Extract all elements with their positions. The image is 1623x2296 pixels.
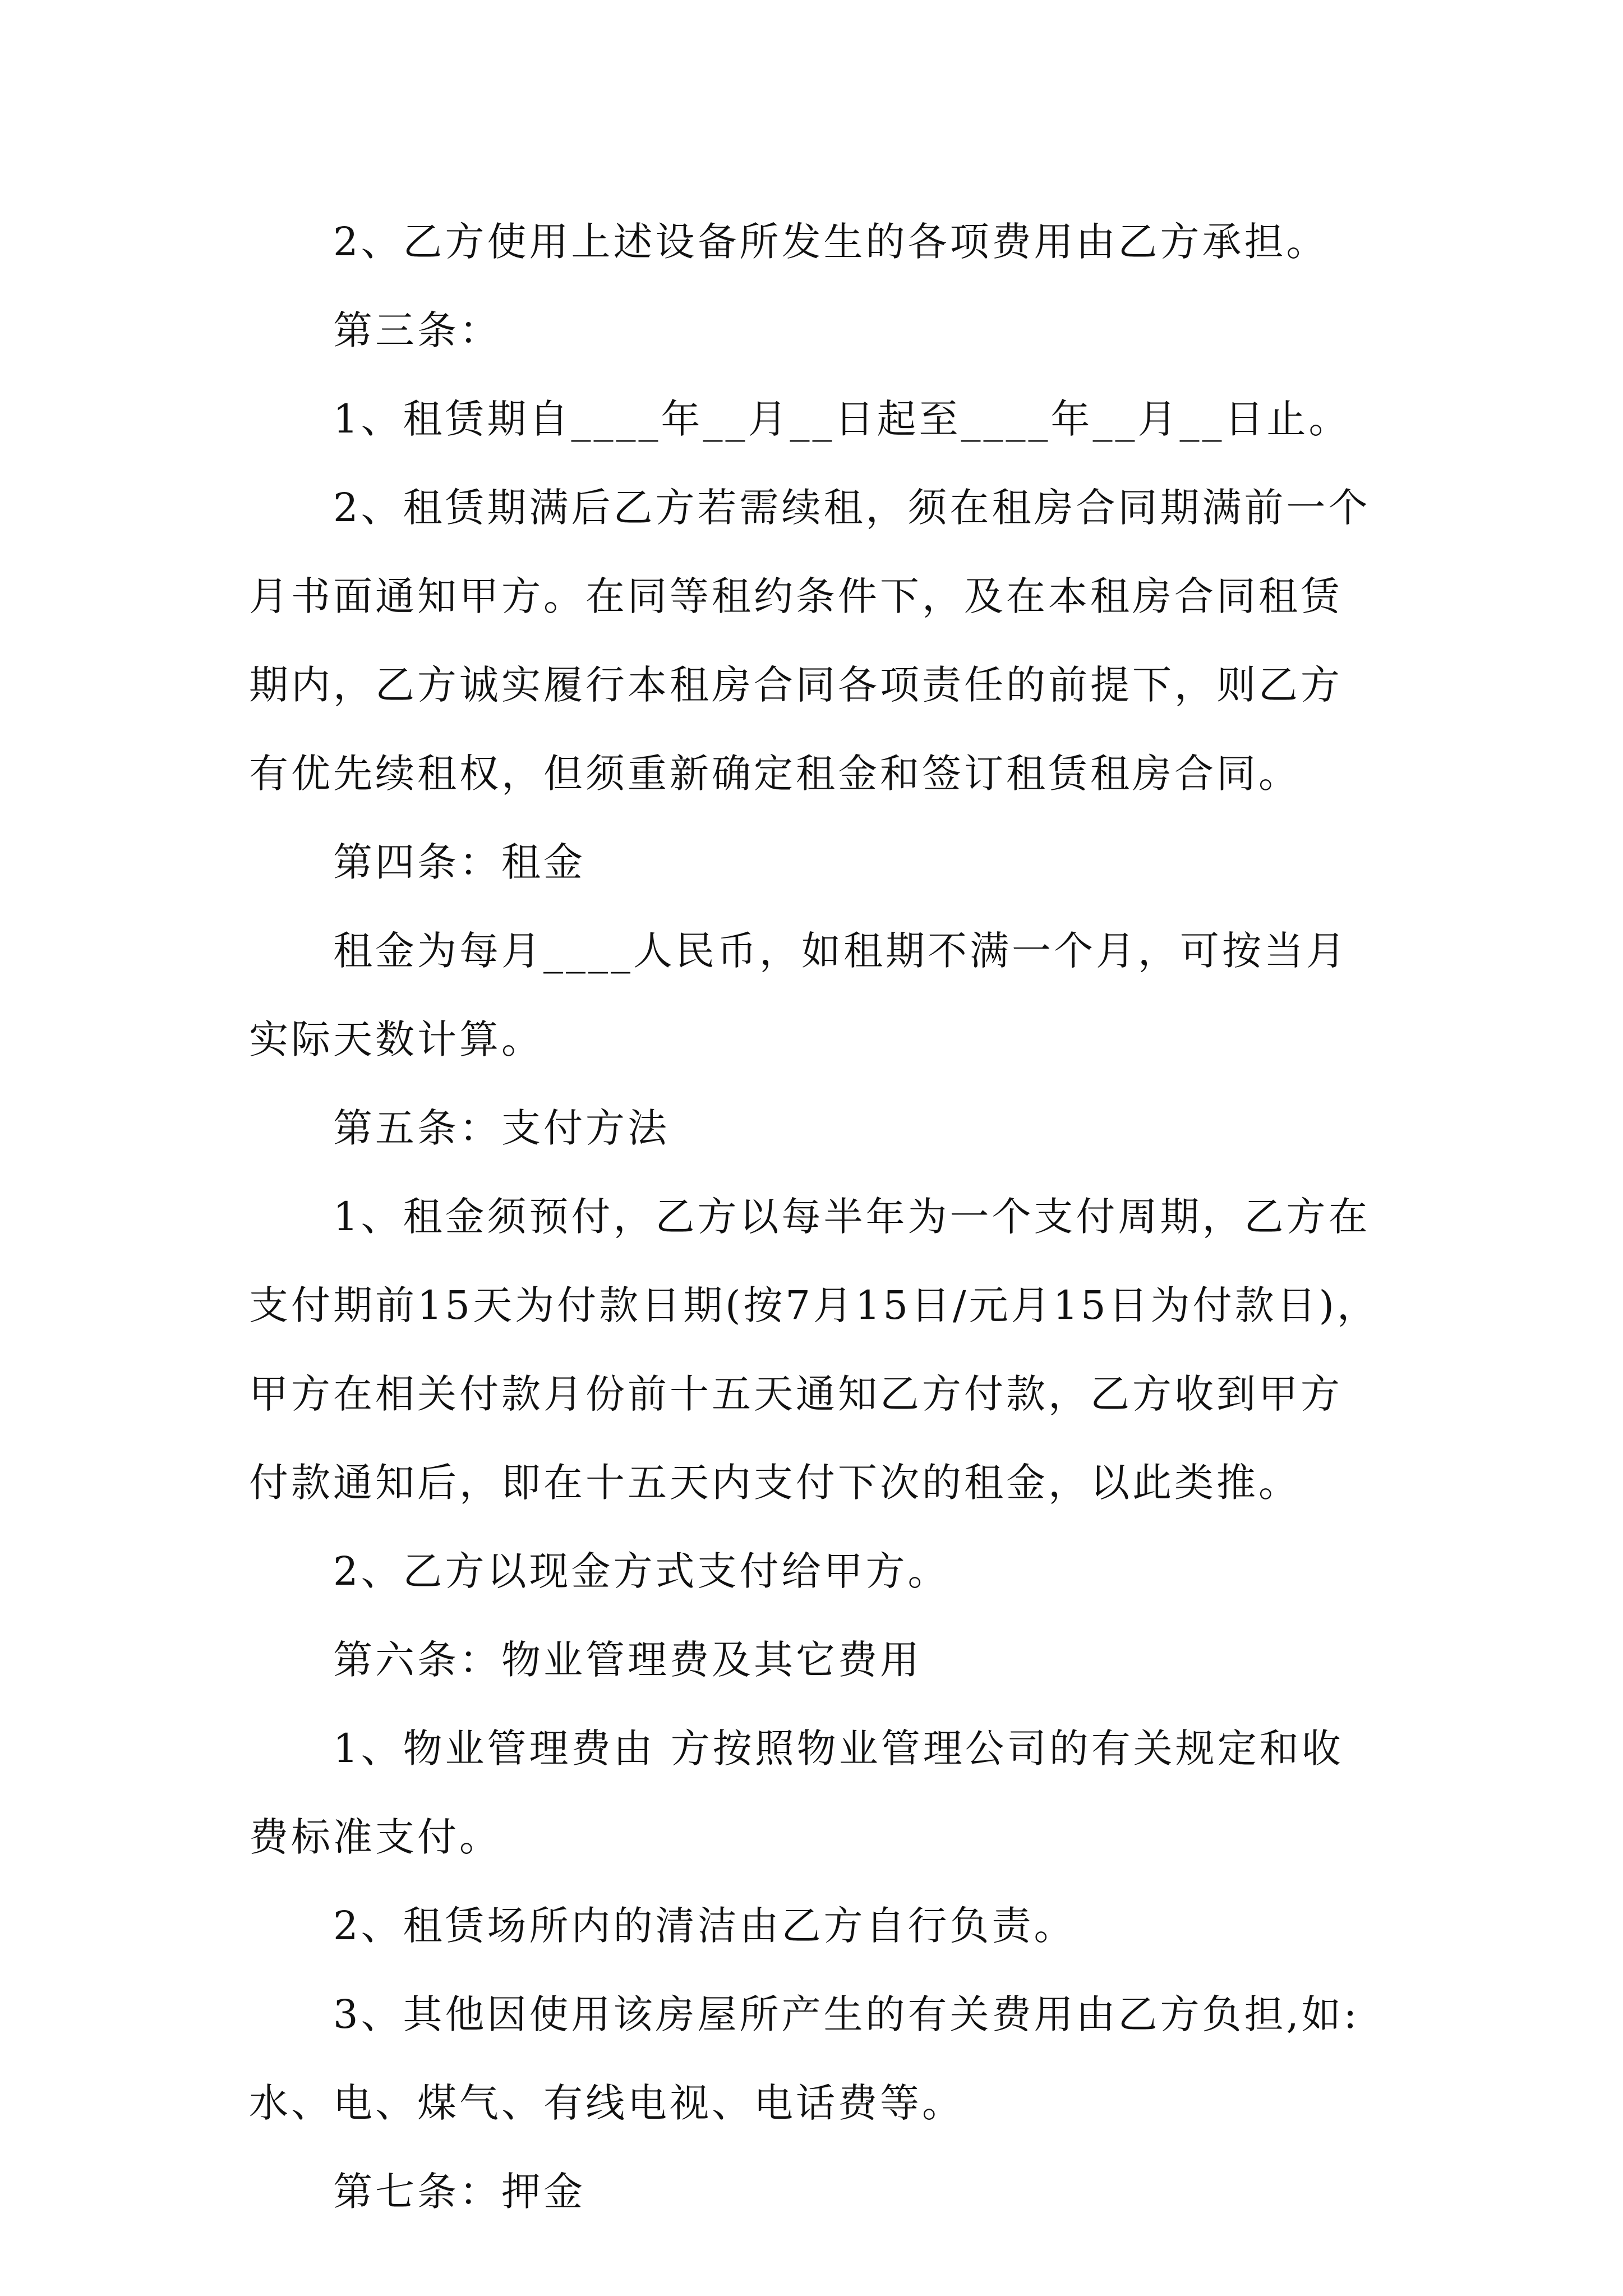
heading-article-3: 第三条：	[333, 307, 501, 353]
paragraph-cash-payment: 2、乙方以现金方式支付给甲方。	[333, 1548, 950, 1594]
paragraph-equipment-fees: 2、乙方使用上述设备所发生的各项费用由乙方承担。	[333, 219, 1329, 265]
heading-article-4: 第四条：租金	[333, 839, 585, 885]
paragraph-lease-term: 1、租赁期自____年__月__日起至____年__月__日止。	[333, 396, 1351, 442]
heading-article-7: 第七条：押金	[333, 2169, 585, 2215]
paragraph-other-fees: 3、其他因使用该房屋所产生的有关费用由乙方负担,如:水、电、煤气、有线电视、电话费等。	[249, 1991, 1360, 2126]
heading-article-5: 第五条：支付方法	[333, 1105, 670, 1151]
paragraph-prepayment: 1、租金须预付，乙方以每半年为一个支付周期，乙方在支付期前15天为付款日期(按7月15日/元月15日为付款日)，甲方在相关付款月份前十五天通知乙方付款，乙方收到甲方付款通知后，即在十五天内支付下次的租金，以此类推。	[249, 1194, 1379, 1506]
document-body	[249, 197, 1379, 2236]
paragraph-property-fee: 1、物业管理费由 方按照物业管理公司的有关规定和收费标准支付。	[249, 1726, 1344, 1860]
paragraph-rent-amount: 租金为每月____人民币，如租期不满一个月，可按当月实际天数计算。	[249, 928, 1348, 1062]
paragraph-renewal: 2、租赁期满后乙方若需续租，须在租房合同期满前一个月书面通知甲方。在同等租约条件下，及在本租房合同租赁期内，乙方诚实履行本租房合同各项责任的前提下，则乙方有优先续租权，但须重新确定租金和签订租赁租房合同。	[249, 485, 1371, 797]
heading-article-6: 第六条：物业管理费及其它费用	[333, 1637, 922, 1683]
paragraph-cleaning: 2、租赁场所内的清洁由乙方自行负责。	[333, 1903, 1076, 1949]
